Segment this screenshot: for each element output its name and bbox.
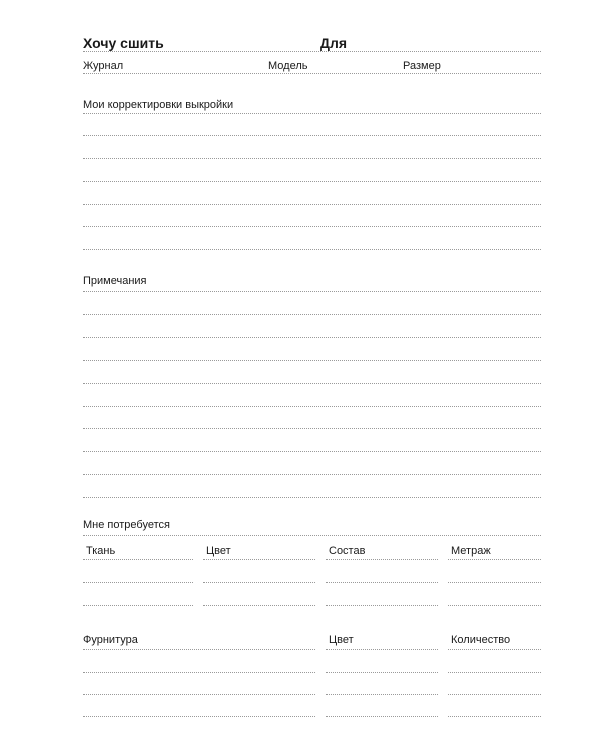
writing-line[interactable] <box>83 406 541 407</box>
writing-line[interactable] <box>83 291 541 292</box>
fabric-color-column-header: Цвет <box>206 545 231 557</box>
hardware-color-column-header: Цвет <box>329 634 354 646</box>
table-cell-line[interactable] <box>326 582 438 583</box>
table-cell-line[interactable] <box>83 716 315 717</box>
for-label: Для <box>320 35 348 51</box>
table-cell-line[interactable] <box>448 559 541 560</box>
writing-line[interactable] <box>83 383 541 384</box>
length-column-header: Метраж <box>451 545 491 557</box>
writing-line[interactable] <box>83 451 541 452</box>
composition-column-header: Состав <box>329 545 366 557</box>
table-cell-line[interactable] <box>448 672 541 673</box>
writing-line[interactable] <box>83 314 541 315</box>
writing-line[interactable] <box>83 135 541 136</box>
table-cell-line[interactable] <box>448 605 541 606</box>
table-cell-line[interactable] <box>448 716 541 717</box>
table-cell-line[interactable] <box>448 582 541 583</box>
writing-line[interactable] <box>83 474 541 475</box>
hardware-column-header: Фурнитура <box>83 634 138 646</box>
writing-line[interactable] <box>83 113 541 114</box>
table-cell-line[interactable] <box>326 649 438 650</box>
writing-line[interactable] <box>83 428 541 429</box>
size-label: Размер <box>403 60 441 72</box>
writing-line[interactable] <box>83 360 541 361</box>
writing-line[interactable] <box>83 181 541 182</box>
model-label: Модель <box>268 60 308 72</box>
table-cell-line[interactable] <box>203 605 315 606</box>
table-cell-line[interactable] <box>448 649 541 650</box>
writing-line[interactable] <box>83 226 541 227</box>
table-cell-line[interactable] <box>203 559 315 560</box>
quantity-column-header: Количество <box>451 634 511 646</box>
writing-line[interactable] <box>83 497 541 498</box>
header-line[interactable] <box>83 51 541 52</box>
table-cell-line[interactable] <box>83 672 315 673</box>
table-cell-line[interactable] <box>326 694 438 695</box>
want-to-sew-label: Хочу сшить <box>83 35 164 51</box>
table-cell-line[interactable] <box>83 649 315 650</box>
writing-line[interactable] <box>83 337 541 338</box>
i-will-need-heading: Мне потребуется <box>83 519 170 531</box>
table-cell-line[interactable] <box>326 672 438 673</box>
table-cell-line[interactable] <box>83 605 193 606</box>
fabric-column-header: Ткань <box>86 545 116 557</box>
writing-line[interactable] <box>83 158 541 159</box>
magazine-label: Журнал <box>83 60 124 72</box>
meta-line[interactable] <box>83 73 541 74</box>
table-cell-line[interactable] <box>83 582 193 583</box>
table-cell-line[interactable] <box>203 582 315 583</box>
writing-line[interactable] <box>83 535 541 536</box>
table-cell-line[interactable] <box>83 559 193 560</box>
table-cell-line[interactable] <box>83 694 315 695</box>
table-cell-line[interactable] <box>448 694 541 695</box>
pattern-adjustments-heading: Мои корректировки выкройки <box>83 99 234 111</box>
writing-line[interactable] <box>83 249 541 250</box>
table-cell-line[interactable] <box>326 716 438 717</box>
writing-line[interactable] <box>83 204 541 205</box>
table-cell-line[interactable] <box>326 605 438 606</box>
notes-heading: Примечания <box>83 275 147 287</box>
table-cell-line[interactable] <box>326 559 438 560</box>
